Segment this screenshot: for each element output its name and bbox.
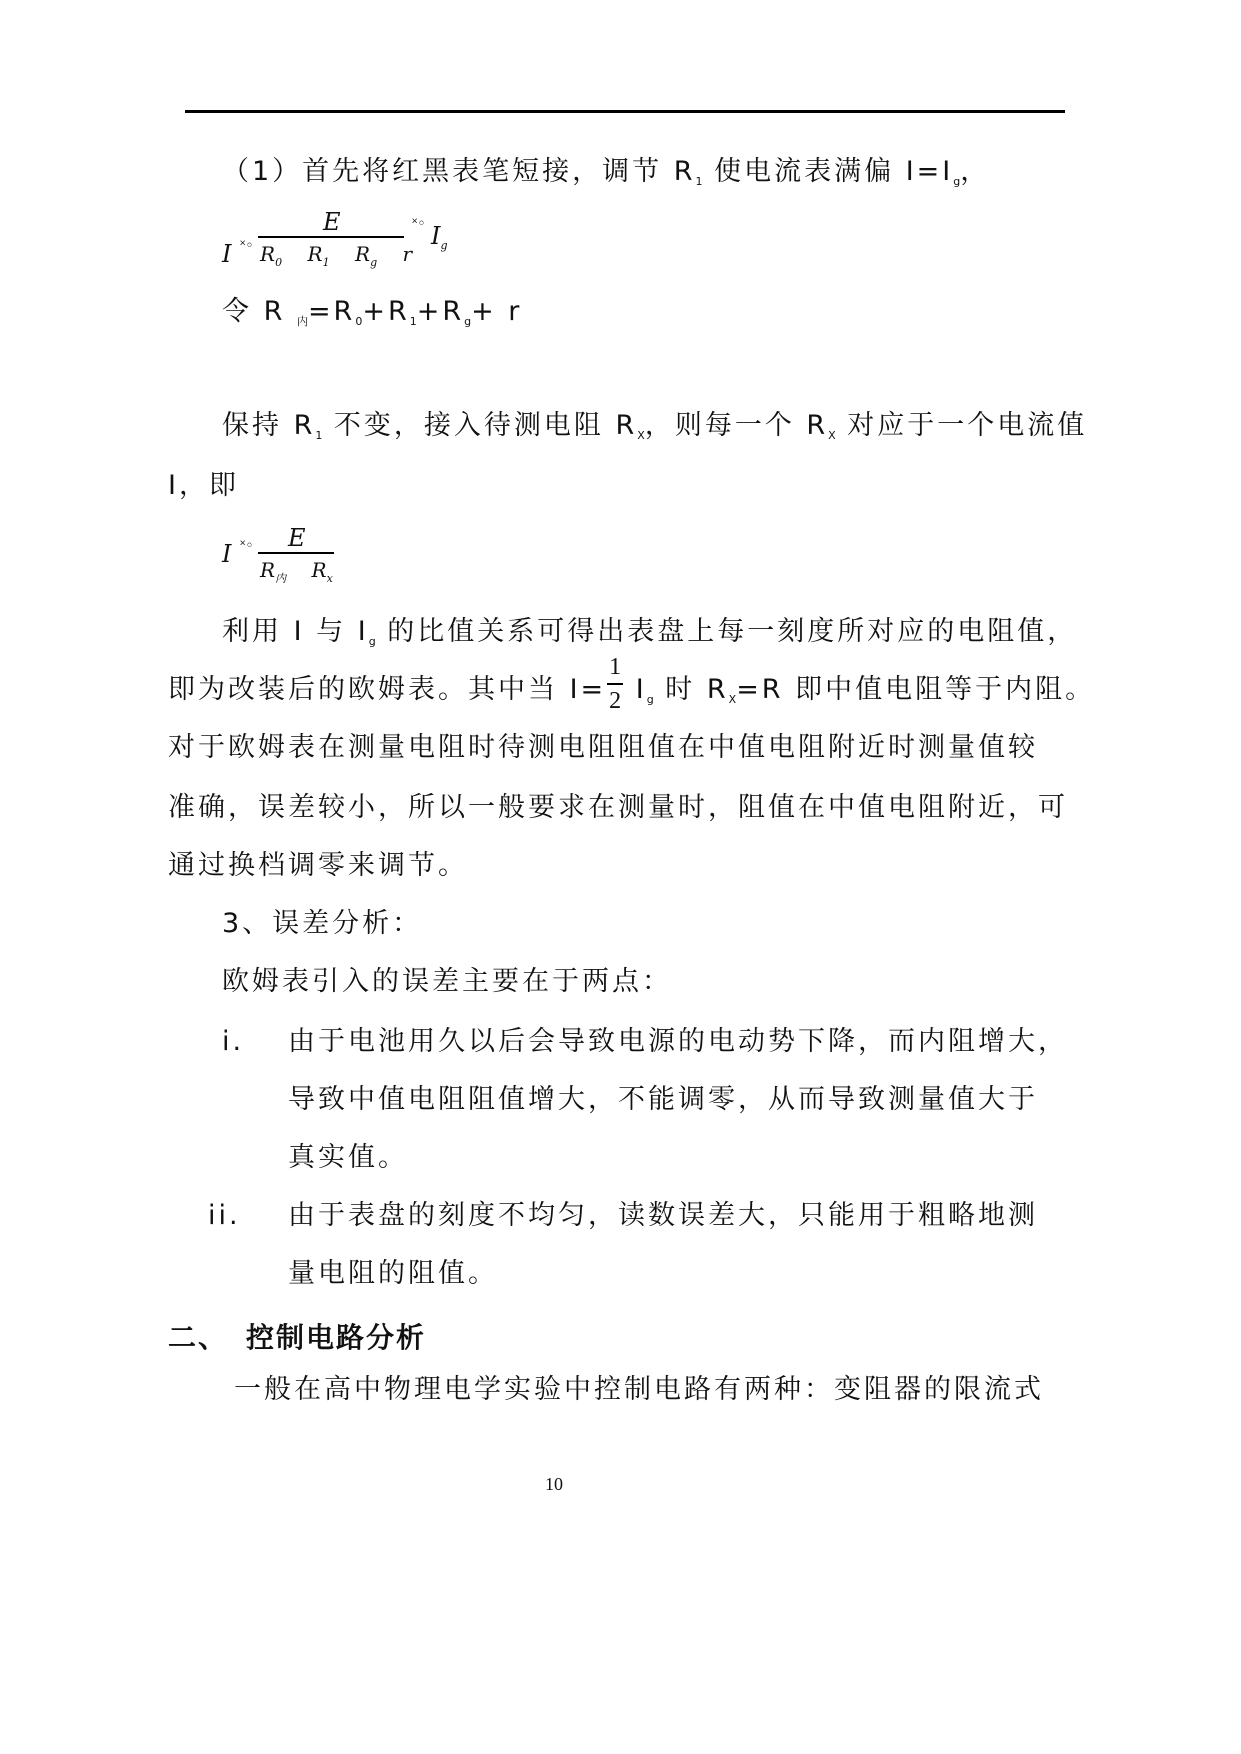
formula-symbol: I	[431, 222, 441, 250]
list-item-line: 由于表盘的刻度不均匀，读数误差大，只能用于粗略地测	[288, 1200, 1038, 1231]
section-title: 3、误差分析：	[222, 908, 423, 939]
fraction-denominator: 2	[609, 688, 625, 714]
subscript: g	[370, 256, 378, 269]
list-item-line: 真实值。	[288, 1142, 408, 1173]
subscript: g	[646, 693, 654, 706]
formula-symbol: r	[402, 242, 413, 266]
list-item-line: 由于电池用久以后会导致电源的电动势下降，而内阻增大，	[288, 1026, 1068, 1057]
subscript: x	[326, 572, 333, 585]
formula-operator: ˟◦	[240, 538, 254, 554]
header-rule	[185, 110, 1065, 113]
subscript: 0	[355, 315, 363, 328]
formula-numerator: E	[323, 208, 341, 236]
paragraph-line-with-fraction	[168, 654, 1096, 714]
subscript: 内	[275, 572, 287, 585]
text-span: +R	[362, 296, 410, 327]
fraction-numerator: 1	[609, 654, 625, 680]
text-span: ，则每一个 R	[644, 410, 829, 441]
formula-denominator	[260, 558, 333, 586]
text-span: I	[624, 674, 647, 705]
list-item-line: 量电阻的阻值。	[288, 1258, 498, 1289]
page-number: 10	[545, 1474, 563, 1494]
list-item-line: 导致中值电阻阻值增大，不能调零，从而导致测量值大于	[288, 1084, 1038, 1115]
subscript: 0	[275, 256, 283, 269]
paragraph-line: 一般在高中物理电学实验中控制电路有两种：变阻器的限流式	[234, 1374, 1044, 1405]
text-span: 对应于一个电流值	[835, 410, 1088, 441]
text-span: 利用 I 与 I	[222, 616, 369, 647]
list-marker: ii.	[208, 1200, 241, 1231]
subscript: g	[953, 175, 961, 188]
fraction-bar	[258, 236, 404, 238]
text-span: 即为改装后的欧姆表。其中当 I=	[168, 674, 607, 705]
subscript: X	[637, 429, 645, 442]
subscript: 1	[322, 256, 330, 269]
text-span: （1）首先将红黑表笔短接，调节 R	[222, 156, 696, 187]
formula-numerator: E	[288, 524, 306, 552]
fraction-bar	[607, 683, 623, 685]
paragraph-line: 欧姆表引入的误差主要在于两点：	[222, 966, 672, 997]
text-span: ，	[960, 156, 991, 187]
subscript: 1	[409, 315, 417, 328]
formula-operator: ˟◦	[240, 238, 254, 254]
subscript: g	[440, 239, 448, 252]
text-span: 保持 R	[222, 410, 316, 441]
formula-rhs	[431, 222, 448, 252]
subscript: g	[368, 635, 376, 648]
text-span: =R 即中值电阻等于内阻。	[736, 674, 1096, 705]
subscript: 内	[296, 315, 308, 328]
text-span: + r	[471, 296, 523, 327]
list-marker: i.	[222, 1026, 245, 1057]
text-span: 令 R	[222, 296, 297, 327]
formula-denominator	[260, 242, 412, 269]
paragraph-line: 通过换档调零来调节。	[168, 850, 468, 881]
text-span: +R	[416, 296, 465, 327]
formula-symbol: R	[311, 558, 327, 582]
text-line-internal-resistance	[222, 298, 522, 327]
formula-symbol: R	[260, 242, 276, 266]
formula-symbol: R	[355, 242, 371, 266]
fraction-half	[606, 654, 625, 714]
formula-symbol: R	[307, 242, 323, 266]
paragraph-line: 准确，误差较小，所以一般要求在测量时，阻值在中值电阻附近，可	[168, 792, 1068, 823]
section-heading-number: 二、	[168, 1321, 229, 1354]
subscript: X	[728, 693, 737, 706]
text-line-full-deflection	[222, 158, 990, 187]
text-span: 使电流表满偏 I=I	[702, 156, 954, 187]
formula-symbol: I	[222, 240, 232, 268]
paragraph-line: 对于欧姆表在测量电阻时待测电阻阻值在中值电阻附近时测量值较	[168, 732, 1038, 763]
formula-symbol: R	[260, 558, 276, 582]
paragraph-line: I，即	[168, 470, 239, 501]
subscript: X	[828, 429, 836, 442]
section-heading-title: 控制电路分析	[246, 1321, 427, 1354]
text-span: =R	[307, 296, 356, 327]
paragraph-line	[222, 412, 1087, 441]
text-span: 不变，接入待测电阻 R	[322, 410, 638, 441]
subscript: 1	[315, 429, 323, 442]
text-span: 时 R	[653, 674, 729, 705]
subscript: g	[464, 315, 472, 328]
paragraph-line	[222, 618, 1077, 647]
formula-symbol: I	[222, 540, 232, 568]
text-span: 的比值关系可得出表盘上每一刻度所对应的电阻值，	[375, 616, 1078, 647]
fraction-bar	[258, 552, 334, 554]
formula-operator: ˟◦	[412, 216, 426, 232]
subscript: 1	[695, 175, 703, 188]
